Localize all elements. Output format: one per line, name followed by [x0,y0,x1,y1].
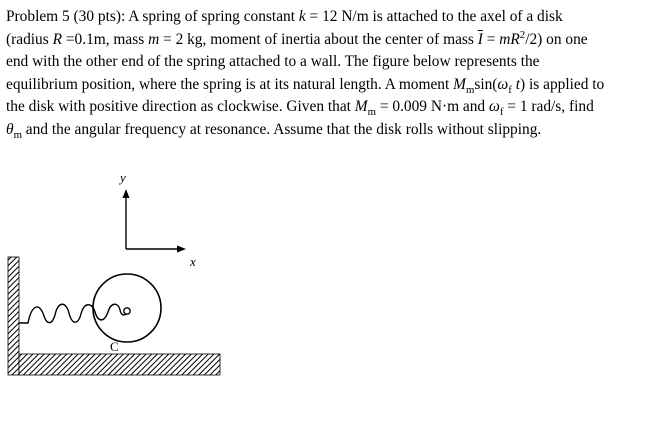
problem-label: Problem 5 (30 pts): [6,8,126,25]
axle-point [124,308,130,314]
center-label: C [110,339,119,354]
problem-statement [6,6,646,142]
problem-line-4: equilibrium position, where the spring is at its natural length. A moment $M_m\sin(\omega_f$ t) is applied to [6,75,605,96]
y-axis-label: y [120,170,126,185]
spring-disk-figure [0,160,240,380]
problem-line-3: end with the other end of the spring attached to a wall. The figure below represents the [6,53,540,71]
problem-line-5: the disk with positive direction as clockwise. Given that $M_m = 0.009$ N·m and $\omega_f = 1$ rad/s, find [6,98,594,119]
y-axis-arrowhead [123,189,130,198]
problem-line-6: $\theta_m$ and the angular frequency at resonance. Assume that the disk rolls without slipping. [6,120,542,142]
x-axis-arrowhead [177,246,186,253]
wall [8,257,19,375]
problem-line-2: (radius R =0.1m, mass m = 2 kg, moment of inertia about the center of mass $\overline{I} = mR^2/2$) on one [6,28,588,48]
x-axis-label: x [190,254,196,269]
ground [19,354,220,375]
problem-line-1: Problem 5 (30 pts): A spring of spring constant k = 12 N/m is attached to the axel of a disk [6,8,563,25]
